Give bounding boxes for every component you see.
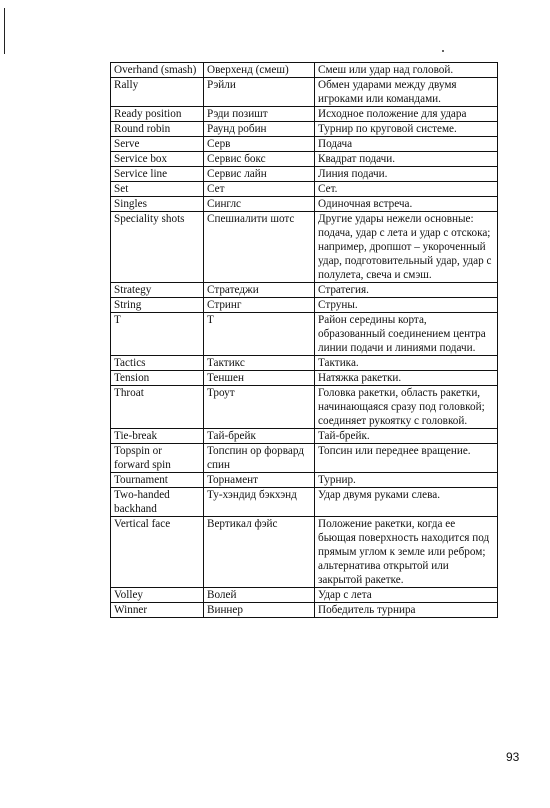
transliteration-cell: Стринг [204, 298, 315, 313]
transliteration-cell: Тай-брейк [204, 429, 315, 444]
table-row [111, 488, 498, 517]
definition-cell: Победитель турнира [315, 603, 498, 618]
term-cell: Overhand (smash) [111, 63, 204, 78]
table-row [111, 283, 498, 298]
transliteration-cell: Т [204, 313, 315, 356]
term-cell: Strategy [111, 283, 204, 298]
transliteration-cell: Серв [204, 137, 315, 152]
definition-cell: Головка ракетки, область ракетки, начинающаяся сразу под головкой; соединяет рукоятку с головкой. [315, 386, 498, 429]
definition-cell: Тактика. [315, 356, 498, 371]
transliteration-cell: Ту-хэндид бэкхэнд [204, 488, 315, 517]
definition-cell: Струны. [315, 298, 498, 313]
term-cell: Service box [111, 152, 204, 167]
table-row [111, 78, 498, 107]
table-row [111, 197, 498, 212]
definition-cell: Квадрат подачи. [315, 152, 498, 167]
glossary-body [111, 63, 498, 618]
table-row [111, 429, 498, 444]
table-row [111, 444, 498, 473]
term-cell: Serve [111, 137, 204, 152]
transliteration-cell: Троут [204, 386, 315, 429]
term-cell: Tie-break [111, 429, 204, 444]
term-cell: Speciality shots [111, 212, 204, 283]
transliteration-cell: Виннер [204, 603, 315, 618]
term-cell: Tournament [111, 473, 204, 488]
definition-cell: Линия подачи. [315, 167, 498, 182]
term-cell: Tactics [111, 356, 204, 371]
table-row [111, 588, 498, 603]
table-row [111, 386, 498, 429]
term-cell: Service line [111, 167, 204, 182]
table-row [111, 473, 498, 488]
transliteration-cell: Оверхенд (смеш) [204, 63, 315, 78]
transliteration-cell: Вертикал фэйс [204, 517, 315, 588]
table-row [111, 313, 498, 356]
term-cell: Set [111, 182, 204, 197]
definition-cell: Положение ракетки, когда ее бьющая поверхность находится под прямым углом к земле или ребром; альтернатива открытой или закрытой ракетке. [315, 517, 498, 588]
definition-cell: Смеш или удар над головой. [315, 63, 498, 78]
definition-cell: Другие удары нежели основные: подача, удар с лета и удар с отскока; например, дропшот – укороченный удар, подготовительный удар, удар с полулета, свеча и смэш. [315, 212, 498, 283]
transliteration-cell: Теншен [204, 371, 315, 386]
table-row [111, 603, 498, 618]
table-row [111, 137, 498, 152]
transliteration-cell: Рэди позишт [204, 107, 315, 122]
table-row [111, 212, 498, 283]
term-cell: T [111, 313, 204, 356]
transliteration-cell: Спешиалити шотс [204, 212, 315, 283]
table-row [111, 356, 498, 371]
definition-cell: Сет. [315, 182, 498, 197]
term-cell: Topspin or forward spin [111, 444, 204, 473]
table-row [111, 167, 498, 182]
definition-cell: Натяжка ракетки. [315, 371, 498, 386]
transliteration-cell: Тактикс [204, 356, 315, 371]
table-row [111, 152, 498, 167]
term-cell: Volley [111, 588, 204, 603]
transliteration-cell: Сервис бокс [204, 152, 315, 167]
scan-speck [442, 50, 444, 52]
definition-cell: Район середины корта, образованный соединением центра линии подачи и линиями подачи. [315, 313, 498, 356]
table-row [111, 182, 498, 197]
definition-cell: Одиночная встреча. [315, 197, 498, 212]
term-cell: Throat [111, 386, 204, 429]
definition-cell: Турнир. [315, 473, 498, 488]
table-row [111, 122, 498, 137]
transliteration-cell: Сет [204, 182, 315, 197]
definition-cell: Обмен ударами между двумя игроками или командами. [315, 78, 498, 107]
term-cell: Tension [111, 371, 204, 386]
term-cell: Round robin [111, 122, 204, 137]
tennis-glossary-table [110, 62, 498, 618]
term-cell: Two-handed backhand [111, 488, 204, 517]
table-row [111, 517, 498, 588]
table-row [111, 63, 498, 78]
transliteration-cell: Рэйли [204, 78, 315, 107]
definition-cell: Удар двумя руками слева. [315, 488, 498, 517]
term-cell: Ready position [111, 107, 204, 122]
definition-cell: Удар с лета [315, 588, 498, 603]
page-number: 93 [506, 750, 520, 764]
term-cell: Singles [111, 197, 204, 212]
term-cell: Rally [111, 78, 204, 107]
scan-margin-line [4, 8, 5, 54]
transliteration-cell: Сервис лайн [204, 167, 315, 182]
term-cell: Vertical face [111, 517, 204, 588]
table-row [111, 298, 498, 313]
definition-cell: Стратегия. [315, 283, 498, 298]
definition-cell: Топсин или переднее вращение. [315, 444, 498, 473]
definition-cell: Турнир по круговой системе. [315, 122, 498, 137]
transliteration-cell: Раунд робин [204, 122, 315, 137]
transliteration-cell: Стратеджи [204, 283, 315, 298]
transliteration-cell: Синглс [204, 197, 315, 212]
term-cell: String [111, 298, 204, 313]
transliteration-cell: Топспин ор форвард спин [204, 444, 315, 473]
definition-cell: Тай-брейк. [315, 429, 498, 444]
definition-cell: Подача [315, 137, 498, 152]
table-row [111, 371, 498, 386]
table-row [111, 107, 498, 122]
definition-cell: Исходное положение для удара [315, 107, 498, 122]
transliteration-cell: Волей [204, 588, 315, 603]
transliteration-cell: Торнамент [204, 473, 315, 488]
term-cell: Winner [111, 603, 204, 618]
